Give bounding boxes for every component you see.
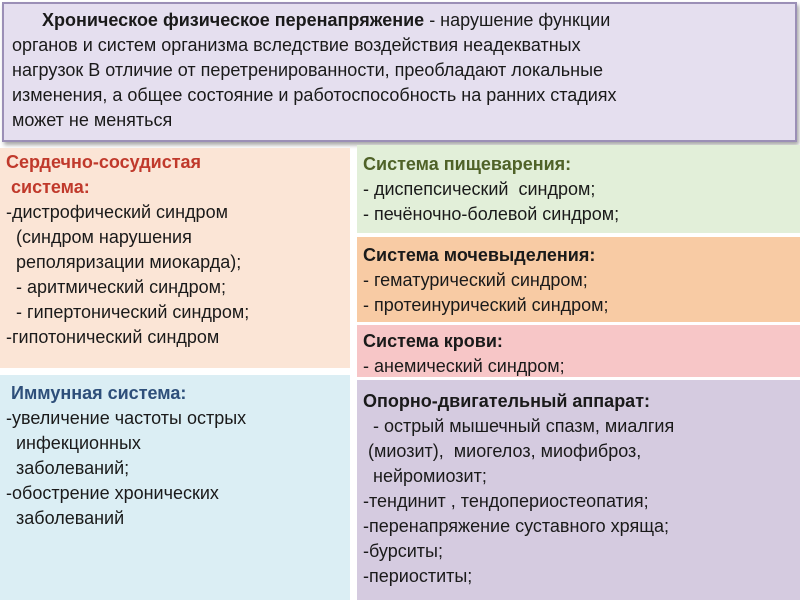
list-item: инфекционных (6, 433, 141, 453)
cardiovascular-section (0, 148, 350, 368)
list-item: реполяризации миокарда); (6, 252, 242, 272)
urinary-title: Система мочевыделения: (363, 245, 596, 265)
list-item: (миозит), миогелоз, миофиброз, (363, 441, 642, 461)
list-item: -гипотонический синдром (6, 327, 220, 347)
list-item: - анемический синдром; (363, 356, 565, 376)
cardiovascular-title-line-2: система: (6, 177, 90, 197)
definition-line: нагрузок В отличие от перетренированности, преобладают локальные (12, 60, 604, 80)
musculoskeletal-title: Опорно-двигательный аппарат: (363, 391, 651, 411)
definition-box (2, 2, 797, 142)
list-item: -увеличение частоты острых (6, 408, 247, 428)
list-item: -дистрофический синдром (6, 202, 228, 222)
list-item: нейромиозит; (363, 466, 487, 486)
blood-section (357, 325, 800, 377)
list-item: заболеваний (6, 508, 125, 528)
list-item: - гипертонический синдром; (6, 302, 250, 322)
list-item: - острый мышечный спазм, миалгия (363, 416, 675, 436)
definition-line: органов и систем организма вследствие воздействия неадекватных (12, 35, 581, 55)
list-item: -бурситы; (363, 541, 443, 561)
list-item: -периоститы; (363, 566, 473, 586)
immune-section (0, 375, 350, 600)
list-item: (синдром нарушения (6, 227, 192, 247)
list-item: - аритмический синдром; (6, 277, 227, 297)
list-item: заболеваний; (6, 458, 130, 478)
immune-title: Иммунная система: (6, 383, 187, 403)
definition-term: Хроническое физическое перенапряжение (42, 10, 425, 30)
list-item: -тендинит , тендопериостеопатия; (363, 491, 649, 511)
definition-line: может не меняться (12, 110, 173, 130)
musculoskeletal-section (357, 380, 800, 600)
list-item: - печёночно-болевой синдром; (363, 204, 620, 224)
digestive-section (357, 145, 800, 233)
list-item: - протеинурический синдром; (363, 295, 609, 315)
list-item: -обострение хронических (6, 483, 219, 503)
list-item: - диспепсический синдром; (363, 179, 596, 199)
definition-line-1 (12, 8, 787, 33)
definition-line-1-rest: - нарушение функции (424, 10, 611, 30)
urinary-section (357, 237, 800, 322)
list-item: -перенапряжение суставного хряща; (363, 516, 670, 536)
blood-title: Система крови: (363, 331, 503, 351)
definition-line: изменения, а общее состояние и работоспособность на ранних стадиях (12, 85, 617, 105)
cardiovascular-title-line-1: Сердечно-сосудистая (6, 152, 202, 172)
list-item: - гематурический синдром; (363, 270, 588, 290)
digestive-title: Система пищеварения: (363, 154, 572, 174)
